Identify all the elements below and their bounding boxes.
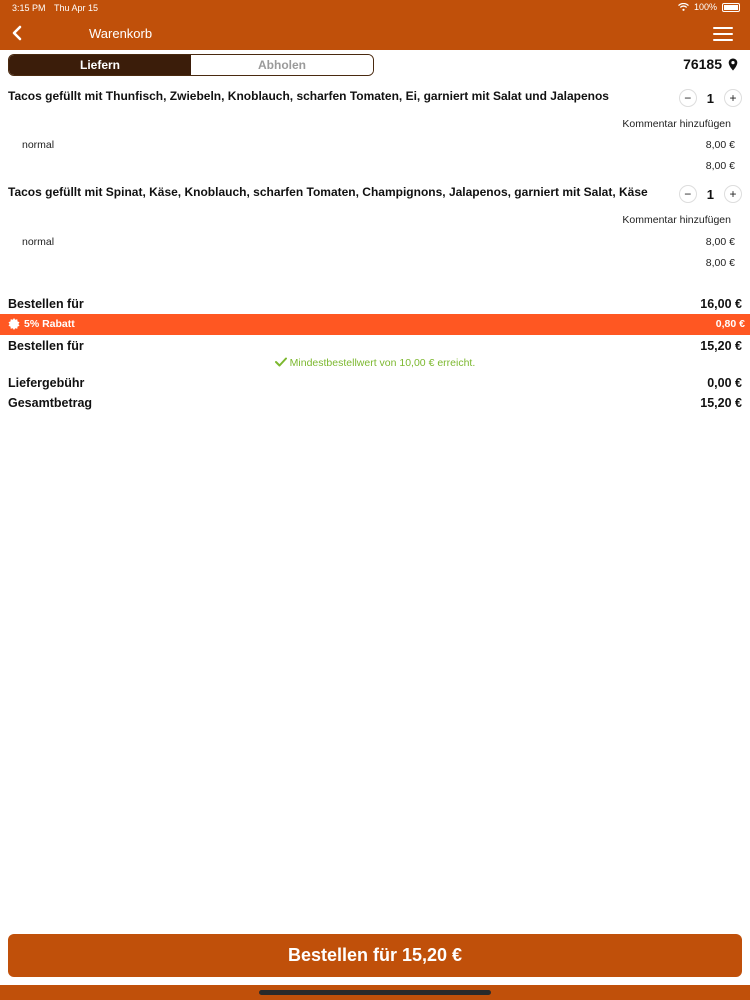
add-comment-link[interactable]: Kommentar hinzufügen (622, 118, 731, 130)
subtotal-value: 16,00 € (700, 297, 742, 311)
increase-button[interactable]: + (724, 185, 742, 203)
minimum-order-note (0, 357, 750, 369)
discount-value: 0,80 € (715, 318, 745, 330)
item-total: 8,00 € (705, 257, 735, 269)
decrease-button[interactable]: − (679, 89, 697, 107)
total-label: Gesamtbetrag (8, 396, 93, 410)
total-value: 15,20 € (700, 396, 742, 410)
add-comment-link[interactable]: Kommentar hinzufügen (622, 214, 731, 226)
discounted-subtotal-label: Bestellen für (8, 339, 84, 353)
battery-icon (722, 3, 740, 12)
page-title: Warenkorb (89, 26, 153, 41)
tab-liefern[interactable]: Liefern (9, 55, 191, 75)
delivery-fee-row (8, 376, 742, 390)
back-chevron-icon[interactable] (10, 24, 26, 42)
discounted-subtotal-value: 15,20 € (700, 339, 742, 353)
subtotal-label: Bestellen für (8, 297, 84, 311)
location-pin-icon (728, 58, 738, 71)
item-total: 8,00 € (705, 160, 735, 172)
discount-bar (0, 314, 750, 335)
cart-item-title: Tacos gefüllt mit Spinat, Käse, Knoblauch, scharfen Tomaten, Champignons, Jalapenos, garniert mit Salat, Käse (8, 185, 648, 199)
top-bar (0, 0, 750, 50)
variant-price: 8,00 € (705, 236, 735, 248)
subtotal-row (8, 297, 742, 311)
delivery-fee-label: Liefergebühr (8, 376, 85, 390)
item-variant: normal (22, 236, 55, 248)
zip-code: 76185 (683, 56, 722, 72)
quantity-stepper (679, 185, 742, 203)
minimum-order-text: Mindestbestellwert von 10,00 € erreicht. (289, 357, 476, 369)
status-date: Thu Apr 15 (54, 3, 99, 13)
tab-abholen[interactable]: Abholen (191, 55, 373, 75)
item-variant: normal (22, 139, 55, 151)
decrease-button[interactable]: − (679, 185, 697, 203)
location-zip[interactable] (683, 56, 738, 72)
quantity-value: 1 (706, 90, 714, 106)
variant-price: 8,00 € (705, 139, 735, 151)
place-order-button[interactable]: Bestellen für 15,20 € (8, 934, 742, 977)
discounted-subtotal-row (8, 339, 742, 353)
home-indicator[interactable] (259, 990, 491, 995)
delivery-mode-toggle (8, 54, 374, 76)
wifi-icon (678, 3, 689, 11)
status-indicators (678, 2, 740, 12)
discount-label: 5% Rabatt (24, 318, 75, 330)
cart-item-title: Tacos gefüllt mit Thunfisch, Zwiebeln, Knoblauch, scharfen Tomaten, Ei, garniert mit Salat und Jalapenos (8, 89, 609, 103)
battery-percent: 100% (693, 2, 717, 12)
checkmark-icon (275, 357, 287, 367)
hamburger-menu-icon[interactable] (713, 27, 733, 41)
total-row (8, 396, 742, 410)
increase-button[interactable]: + (724, 89, 742, 107)
delivery-fee-value: 0,00 € (707, 376, 742, 390)
quantity-stepper (679, 89, 742, 107)
status-time: 3:15 PM (12, 3, 46, 13)
discount-badge-icon (8, 318, 20, 330)
quantity-value: 1 (706, 186, 714, 202)
